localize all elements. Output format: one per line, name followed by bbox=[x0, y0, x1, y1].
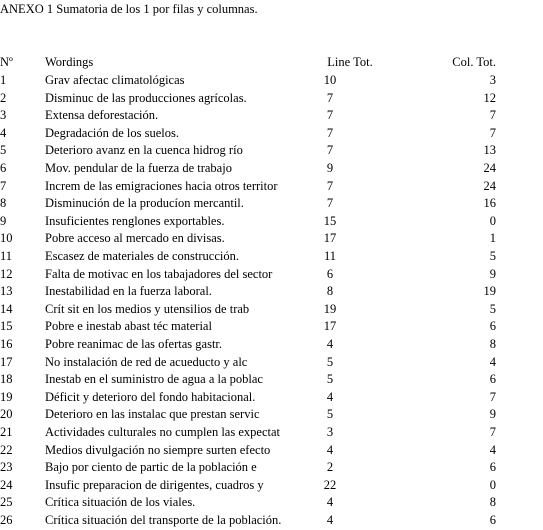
row-column-total: 6 bbox=[489, 513, 496, 527]
document-title: ANEXO 1 Sumatoria de los 1 por filas y columnas. bbox=[0, 2, 258, 16]
row-line-total: 7 bbox=[326, 143, 334, 158]
row-wording: Grav afectac climatológicas bbox=[45, 73, 185, 87]
table-row bbox=[0, 143, 543, 160]
row-column-total: 7 bbox=[489, 389, 496, 404]
row-number: 7 bbox=[0, 178, 7, 193]
row-line-total: 15 bbox=[323, 213, 337, 228]
row-number: 24 bbox=[0, 477, 13, 492]
row-column-total: 7 bbox=[489, 108, 496, 123]
row-wording: Disminuc de las producciones agrícolas. bbox=[45, 90, 247, 105]
row-wording: Deterioro avanz en la cuenca hidrog río bbox=[45, 143, 243, 158]
row-line-total: 4 bbox=[326, 442, 334, 457]
row-wording: Pobre e inestab abast téc material bbox=[45, 319, 212, 334]
table-row bbox=[0, 179, 543, 196]
table-row bbox=[0, 284, 543, 301]
row-wording: Inestab en el suministro de agua a la poblac bbox=[45, 372, 263, 387]
row-line-total: 7 bbox=[326, 196, 334, 211]
row-wording: Actividades culturales no cumplen las expectat bbox=[45, 425, 280, 439]
row-wording: Bajo por ciento de partic de la población e bbox=[45, 460, 257, 475]
row-wording: Medios divulgación no siempre surten efecto bbox=[45, 442, 271, 457]
table-row bbox=[0, 372, 543, 389]
row-wording: Extensa deforestación. bbox=[45, 108, 159, 123]
row-wording: Degradación de los suelos. bbox=[45, 125, 179, 140]
table-row bbox=[0, 161, 543, 178]
row-number: 10 bbox=[0, 231, 13, 246]
row-column-total: 0 bbox=[489, 213, 496, 228]
table-row bbox=[0, 267, 543, 284]
header-column-total: Col. Tot. bbox=[452, 55, 496, 69]
row-number: 26 bbox=[0, 513, 13, 527]
table-row bbox=[0, 196, 543, 213]
row-line-total: 3 bbox=[326, 425, 334, 439]
row-wording: Inestabilidad en la fuerza laboral. bbox=[45, 284, 212, 299]
row-line-total: 9 bbox=[326, 161, 334, 175]
row-line-total: 11 bbox=[323, 249, 337, 263]
row-number: 2 bbox=[0, 90, 7, 105]
row-wording: Increm de las emigraciones hacia otros territor bbox=[45, 178, 278, 193]
row-column-total: 7 bbox=[489, 125, 496, 140]
row-column-total: 5 bbox=[489, 249, 496, 263]
row-number: 19 bbox=[0, 389, 13, 404]
row-line-total: 17 bbox=[323, 231, 337, 246]
row-wording: Deterioro en las instalac que prestan servic bbox=[45, 407, 260, 422]
table-row bbox=[0, 478, 543, 495]
row-wording: Falta de motivac en los tabajadores del sector bbox=[45, 266, 273, 281]
row-number: 14 bbox=[0, 301, 13, 316]
row-line-total: 22 bbox=[323, 477, 337, 492]
row-column-total: 8 bbox=[489, 495, 496, 510]
table-row bbox=[0, 513, 543, 530]
table-row bbox=[0, 443, 543, 460]
row-number: 13 bbox=[0, 284, 13, 299]
row-wording: Insufic preparacion de dirigentes, cuadros y bbox=[45, 477, 264, 492]
row-column-total: 0 bbox=[489, 477, 496, 492]
row-number: 11 bbox=[0, 249, 13, 263]
row-line-total: 19 bbox=[323, 301, 337, 316]
table-row bbox=[0, 302, 543, 319]
table-row bbox=[0, 319, 543, 336]
row-number: 21 bbox=[0, 425, 13, 439]
row-wording: Escasez de materiales de construcción. bbox=[45, 249, 240, 263]
row-wording: Crít sit en los medios y utensilios de trab bbox=[45, 301, 250, 316]
row-number: 16 bbox=[0, 337, 13, 351]
row-line-total: 4 bbox=[326, 513, 334, 527]
row-column-total: 1 bbox=[489, 231, 496, 246]
table-row bbox=[0, 108, 543, 125]
row-column-total: 6 bbox=[489, 372, 496, 387]
row-line-total: 4 bbox=[326, 495, 334, 510]
table-row bbox=[0, 249, 543, 266]
row-wording: Pobre reanimac de las ofertas gastr. bbox=[45, 337, 223, 351]
row-column-total: 12 bbox=[483, 90, 496, 105]
row-wording: Déficit y deterioro del fondo habitacional. bbox=[45, 389, 256, 404]
row-number: 3 bbox=[0, 108, 7, 123]
table-row bbox=[0, 73, 543, 90]
table-row bbox=[0, 355, 543, 372]
row-wording: Insuficientes renglones exportables. bbox=[45, 213, 225, 228]
row-number: 5 bbox=[0, 143, 7, 158]
row-line-total: 2 bbox=[326, 460, 334, 475]
row-line-total: 7 bbox=[326, 178, 334, 193]
row-column-total: 9 bbox=[489, 266, 496, 281]
table-row bbox=[0, 407, 543, 424]
row-column-total: 24 bbox=[483, 178, 496, 193]
row-column-total: 9 bbox=[489, 407, 496, 422]
row-number: 15 bbox=[0, 319, 13, 334]
row-wording: No instalación de red de acueducto y alc bbox=[45, 354, 248, 369]
row-column-total: 6 bbox=[489, 460, 496, 475]
table-row bbox=[0, 231, 543, 248]
row-number: 17 bbox=[0, 354, 13, 369]
row-number: 8 bbox=[0, 196, 7, 211]
row-line-total: 5 bbox=[326, 372, 334, 387]
row-number: 9 bbox=[0, 213, 7, 228]
row-line-total: 4 bbox=[326, 337, 334, 351]
row-line-total: 7 bbox=[326, 125, 334, 140]
row-line-total: 4 bbox=[326, 389, 334, 404]
row-column-total: 13 bbox=[483, 143, 496, 158]
row-number: 4 bbox=[0, 125, 7, 140]
row-line-total: 17 bbox=[323, 319, 337, 334]
row-wording: Mov. pendular de la fuerza de trabajo bbox=[45, 161, 232, 175]
row-wording: Disminución de la producíon mercantil. bbox=[45, 196, 244, 211]
header-number: Nº bbox=[0, 55, 13, 69]
table-row bbox=[0, 126, 543, 143]
row-number: 6 bbox=[0, 161, 7, 175]
row-line-total: 8 bbox=[326, 284, 334, 299]
row-wording: Crítica situación de los viales. bbox=[45, 495, 196, 510]
row-wording: Pobre acceso al mercado en divisas. bbox=[45, 231, 225, 246]
header-line-total: Line Tot. bbox=[327, 55, 373, 69]
row-number: 12 bbox=[0, 266, 13, 281]
row-line-total: 10 bbox=[323, 73, 337, 87]
row-column-total: 7 bbox=[489, 425, 496, 439]
table-row bbox=[0, 337, 543, 354]
row-column-total: 16 bbox=[483, 196, 496, 211]
row-column-total: 4 bbox=[489, 354, 496, 369]
row-line-total: 5 bbox=[326, 407, 334, 422]
table-row bbox=[0, 495, 543, 512]
row-line-total: 5 bbox=[326, 354, 334, 369]
row-column-total: 4 bbox=[489, 442, 496, 457]
row-number: 18 bbox=[0, 372, 13, 387]
row-column-total: 24 bbox=[483, 161, 496, 175]
row-line-total: 7 bbox=[326, 90, 334, 105]
table-header bbox=[0, 55, 543, 72]
row-number: 22 bbox=[0, 442, 13, 457]
table-row bbox=[0, 390, 543, 407]
table-row bbox=[0, 214, 543, 231]
table-row bbox=[0, 425, 543, 442]
row-number: 23 bbox=[0, 460, 13, 475]
row-line-total: 7 bbox=[326, 108, 334, 123]
header-wordings: Wordings bbox=[45, 55, 94, 69]
row-column-total: 19 bbox=[483, 284, 496, 299]
row-column-total: 3 bbox=[489, 73, 496, 87]
row-column-total: 8 bbox=[489, 337, 496, 351]
row-number: 25 bbox=[0, 495, 13, 510]
row-number: 20 bbox=[0, 407, 13, 422]
row-wording: Crítica situación del transporte de la población. bbox=[45, 513, 282, 527]
row-column-total: 6 bbox=[489, 319, 496, 334]
row-column-total: 5 bbox=[489, 301, 496, 316]
table-row bbox=[0, 460, 543, 477]
table-row bbox=[0, 91, 543, 108]
row-line-total: 6 bbox=[326, 266, 334, 281]
row-number: 1 bbox=[0, 73, 7, 87]
